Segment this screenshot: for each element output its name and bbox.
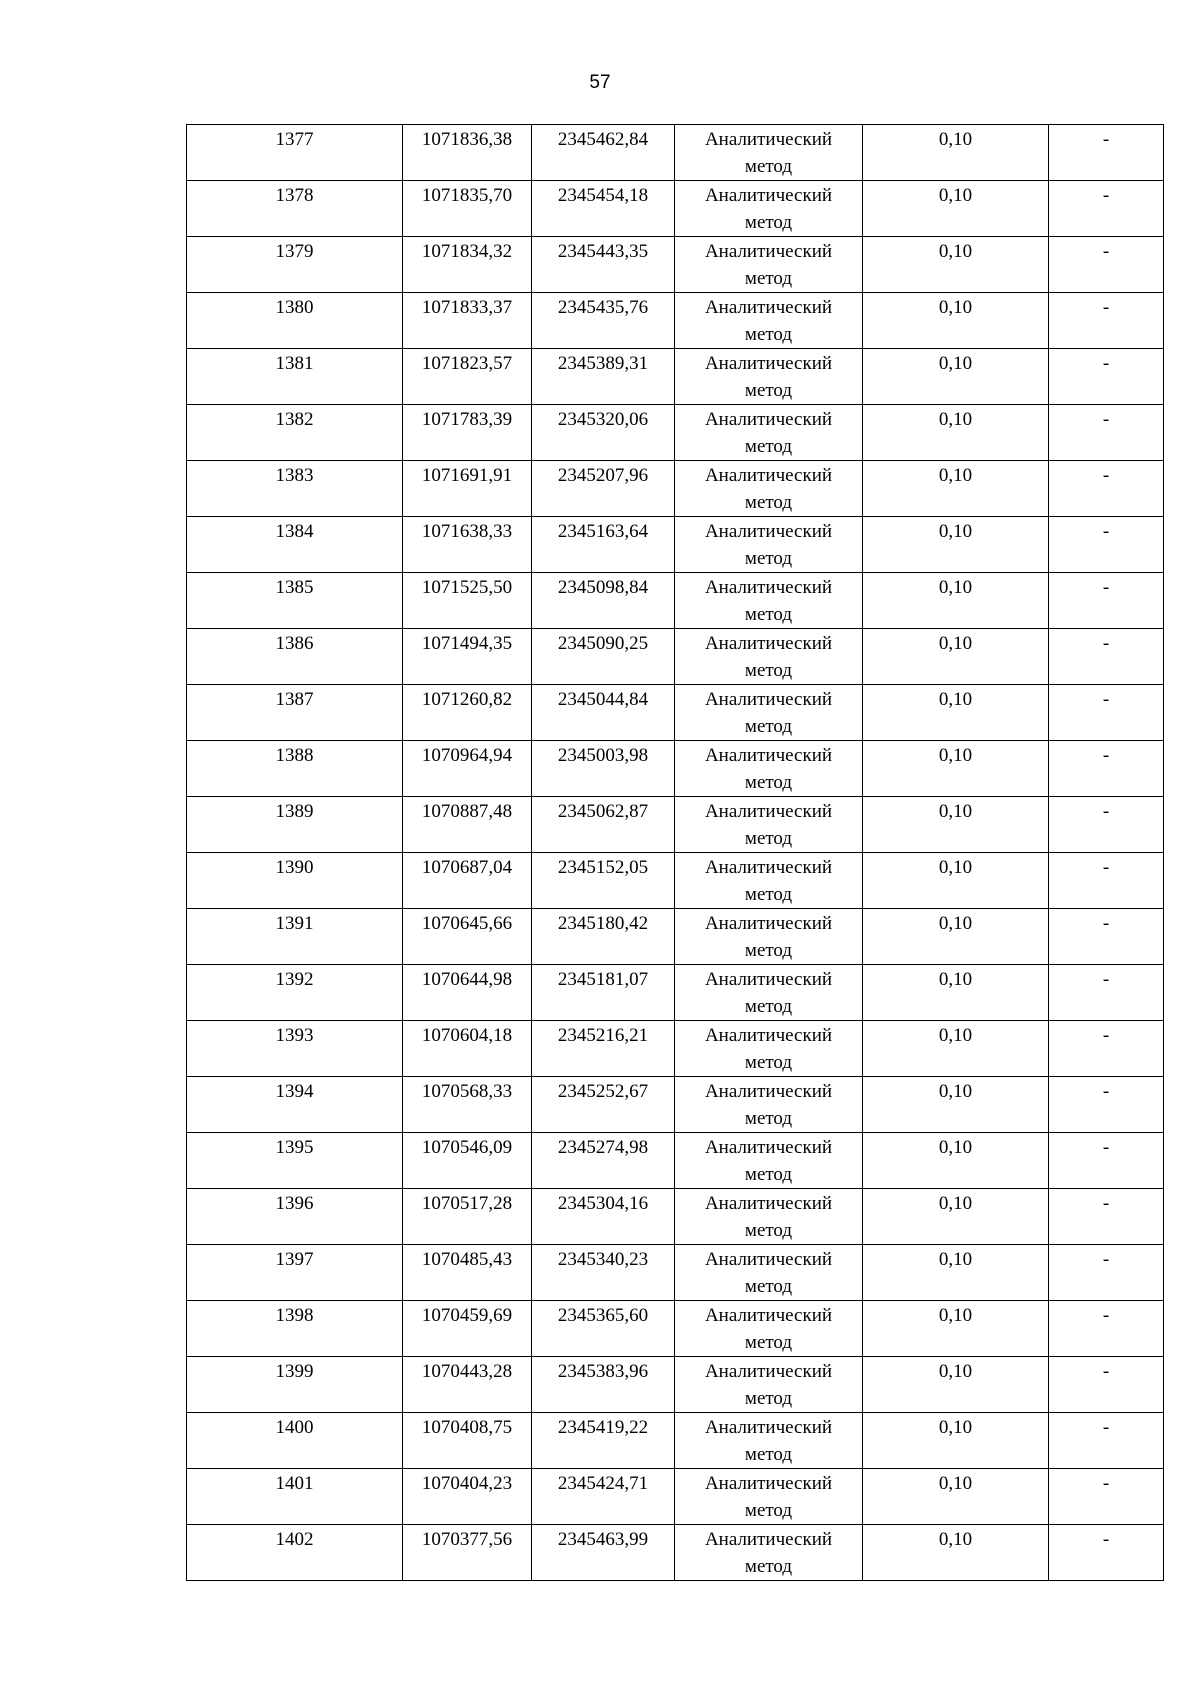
method-cell — [675, 1077, 863, 1133]
description-cell: - — [1049, 181, 1164, 237]
method-line-1: Аналитический — [704, 913, 833, 934]
table-row — [187, 1189, 1164, 1245]
y-coordinate-cell: 2345003,98 — [532, 741, 675, 797]
description-cell: - — [1049, 741, 1164, 797]
method-cell — [675, 853, 863, 909]
x-coordinate-cell: 1070517,28 — [403, 1189, 532, 1245]
accuracy-cell: 0,10 — [863, 853, 1049, 909]
point-number-cell: 1385 — [187, 573, 403, 629]
y-coordinate-cell: 2345365,60 — [532, 1301, 675, 1357]
method-line-2: метод — [744, 492, 793, 513]
method-line-2: метод — [744, 1444, 793, 1465]
method-cell — [675, 237, 863, 293]
description-cell: - — [1049, 1525, 1164, 1581]
description-cell: - — [1049, 1245, 1164, 1301]
accuracy-cell: 0,10 — [863, 517, 1049, 573]
accuracy-cell: 0,10 — [863, 1189, 1049, 1245]
accuracy-cell: 0,10 — [863, 349, 1049, 405]
y-coordinate-cell: 2345443,35 — [532, 237, 675, 293]
table-row — [187, 517, 1164, 573]
point-number-cell: 1386 — [187, 629, 403, 685]
table-row — [187, 965, 1164, 1021]
table-row — [187, 405, 1164, 461]
point-number-cell: 1392 — [187, 965, 403, 1021]
x-coordinate-cell: 1071494,35 — [403, 629, 532, 685]
x-coordinate-cell: 1070546,09 — [403, 1133, 532, 1189]
y-coordinate-cell: 2345320,06 — [532, 405, 675, 461]
accuracy-cell: 0,10 — [863, 237, 1049, 293]
point-number-cell: 1391 — [187, 909, 403, 965]
table-row — [187, 1357, 1164, 1413]
point-number-cell: 1381 — [187, 349, 403, 405]
y-coordinate-cell: 2345090,25 — [532, 629, 675, 685]
method-line-1: Аналитический — [704, 241, 833, 262]
table-row — [187, 237, 1164, 293]
accuracy-cell: 0,10 — [863, 1469, 1049, 1525]
description-cell: - — [1049, 461, 1164, 517]
method-cell — [675, 741, 863, 797]
description-cell: - — [1049, 685, 1164, 741]
method-line-2: метод — [744, 212, 793, 233]
point-number-cell: 1378 — [187, 181, 403, 237]
method-line-2: метод — [744, 996, 793, 1017]
table-row — [187, 909, 1164, 965]
method-line-2: метод — [744, 716, 793, 737]
method-line-1: Аналитический — [704, 1305, 833, 1326]
x-coordinate-cell: 1070964,94 — [403, 741, 532, 797]
method-line-1: Аналитический — [704, 521, 833, 542]
point-number-cell: 1388 — [187, 741, 403, 797]
accuracy-cell: 0,10 — [863, 965, 1049, 1021]
coordinates-table — [186, 124, 1164, 1581]
description-cell: - — [1049, 629, 1164, 685]
method-cell — [675, 1525, 863, 1581]
method-cell — [675, 1021, 863, 1077]
method-line-2: метод — [744, 1276, 793, 1297]
x-coordinate-cell: 1071836,38 — [403, 125, 532, 181]
accuracy-cell: 0,10 — [863, 685, 1049, 741]
x-coordinate-cell: 1070568,33 — [403, 1077, 532, 1133]
x-coordinate-cell: 1071260,82 — [403, 685, 532, 741]
table-row — [187, 181, 1164, 237]
method-cell — [675, 125, 863, 181]
method-line-2: метод — [744, 268, 793, 289]
description-cell: - — [1049, 1077, 1164, 1133]
point-number-cell: 1387 — [187, 685, 403, 741]
y-coordinate-cell: 2345435,76 — [532, 293, 675, 349]
method-cell — [675, 461, 863, 517]
method-cell — [675, 1413, 863, 1469]
method-line-2: метод — [744, 1332, 793, 1353]
point-number-cell: 1393 — [187, 1021, 403, 1077]
description-cell: - — [1049, 1021, 1164, 1077]
method-line-1: Аналитический — [704, 969, 833, 990]
accuracy-cell: 0,10 — [863, 909, 1049, 965]
table-row — [187, 1245, 1164, 1301]
method-line-1: Аналитический — [704, 801, 833, 822]
method-line-1: Аналитический — [704, 1529, 833, 1550]
point-number-cell: 1380 — [187, 293, 403, 349]
method-line-2: метод — [744, 772, 793, 793]
method-line-2: метод — [744, 1052, 793, 1073]
x-coordinate-cell: 1070408,75 — [403, 1413, 532, 1469]
method-line-2: метод — [744, 1388, 793, 1409]
y-coordinate-cell: 2345062,87 — [532, 797, 675, 853]
point-number-cell: 1383 — [187, 461, 403, 517]
method-cell — [675, 293, 863, 349]
table-row — [187, 629, 1164, 685]
accuracy-cell: 0,10 — [863, 1245, 1049, 1301]
table-body — [187, 125, 1164, 1581]
description-cell: - — [1049, 1301, 1164, 1357]
table-row — [187, 1133, 1164, 1189]
method-line-2: метод — [744, 660, 793, 681]
accuracy-cell: 0,10 — [863, 1525, 1049, 1581]
method-line-1: Аналитический — [704, 129, 833, 150]
point-number-cell: 1377 — [187, 125, 403, 181]
method-line-1: Аналитический — [704, 409, 833, 430]
method-line-1: Аналитический — [704, 1081, 833, 1102]
table-row — [187, 685, 1164, 741]
method-line-1: Аналитический — [704, 1361, 833, 1382]
method-line-1: Аналитический — [704, 633, 833, 654]
x-coordinate-cell: 1070459,69 — [403, 1301, 532, 1357]
table-row — [187, 853, 1164, 909]
method-line-1: Аналитический — [704, 297, 833, 318]
description-cell: - — [1049, 965, 1164, 1021]
method-cell — [675, 629, 863, 685]
x-coordinate-cell: 1071834,32 — [403, 237, 532, 293]
y-coordinate-cell: 2345163,64 — [532, 517, 675, 573]
y-coordinate-cell: 2345462,84 — [532, 125, 675, 181]
table-row — [187, 1469, 1164, 1525]
accuracy-cell: 0,10 — [863, 629, 1049, 685]
y-coordinate-cell: 2345180,42 — [532, 909, 675, 965]
y-coordinate-cell: 2345424,71 — [532, 1469, 675, 1525]
point-number-cell: 1384 — [187, 517, 403, 573]
description-cell: - — [1049, 909, 1164, 965]
table-row — [187, 349, 1164, 405]
accuracy-cell: 0,10 — [863, 293, 1049, 349]
page-number: 57 — [589, 72, 611, 93]
x-coordinate-cell: 1070687,04 — [403, 853, 532, 909]
accuracy-cell: 0,10 — [863, 1077, 1049, 1133]
x-coordinate-cell: 1070485,43 — [403, 1245, 532, 1301]
method-cell — [675, 685, 863, 741]
method-line-2: метод — [744, 940, 793, 961]
description-cell: - — [1049, 1189, 1164, 1245]
method-cell — [675, 797, 863, 853]
x-coordinate-cell: 1070645,66 — [403, 909, 532, 965]
y-coordinate-cell: 2345389,31 — [532, 349, 675, 405]
method-cell — [675, 405, 863, 461]
method-line-1: Аналитический — [704, 1193, 833, 1214]
method-line-1: Аналитический — [704, 1025, 833, 1046]
point-number-cell: 1396 — [187, 1189, 403, 1245]
accuracy-cell: 0,10 — [863, 1357, 1049, 1413]
point-number-cell: 1382 — [187, 405, 403, 461]
description-cell: - — [1049, 125, 1164, 181]
point-number-cell: 1390 — [187, 853, 403, 909]
y-coordinate-cell: 2345152,05 — [532, 853, 675, 909]
method-line-1: Аналитический — [704, 1137, 833, 1158]
table-row — [187, 1301, 1164, 1357]
method-line-2: метод — [744, 604, 793, 625]
x-coordinate-cell: 1071823,57 — [403, 349, 532, 405]
method-line-2: метод — [744, 1220, 793, 1241]
method-cell — [675, 1301, 863, 1357]
accuracy-cell: 0,10 — [863, 741, 1049, 797]
description-cell: - — [1049, 853, 1164, 909]
method-line-2: метод — [744, 1500, 793, 1521]
point-number-cell: 1399 — [187, 1357, 403, 1413]
method-cell — [675, 573, 863, 629]
table-row — [187, 797, 1164, 853]
method-line-2: метод — [744, 548, 793, 569]
x-coordinate-cell: 1070604,18 — [403, 1021, 532, 1077]
accuracy-cell: 0,10 — [863, 1021, 1049, 1077]
x-coordinate-cell: 1071638,33 — [403, 517, 532, 573]
x-coordinate-cell: 1071691,91 — [403, 461, 532, 517]
method-line-2: метод — [744, 324, 793, 345]
table-row — [187, 573, 1164, 629]
table-row — [187, 125, 1164, 181]
method-cell — [675, 1133, 863, 1189]
method-line-1: Аналитический — [704, 745, 833, 766]
method-line-1: Аналитический — [704, 1249, 833, 1270]
x-coordinate-cell: 1070887,48 — [403, 797, 532, 853]
method-line-2: метод — [744, 156, 793, 177]
method-line-2: метод — [744, 380, 793, 401]
method-line-1: Аналитический — [704, 689, 833, 710]
description-cell: - — [1049, 349, 1164, 405]
accuracy-cell: 0,10 — [863, 405, 1049, 461]
method-line-1: Аналитический — [704, 577, 833, 598]
y-coordinate-cell: 2345207,96 — [532, 461, 675, 517]
x-coordinate-cell: 1071783,39 — [403, 405, 532, 461]
method-cell — [675, 1189, 863, 1245]
method-cell — [675, 181, 863, 237]
method-cell — [675, 1357, 863, 1413]
accuracy-cell: 0,10 — [863, 1133, 1049, 1189]
table-row — [187, 293, 1164, 349]
table-row — [187, 1077, 1164, 1133]
accuracy-cell: 0,10 — [863, 573, 1049, 629]
table-row — [187, 1525, 1164, 1581]
table-row — [187, 1413, 1164, 1469]
method-cell — [675, 349, 863, 405]
accuracy-cell: 0,10 — [863, 125, 1049, 181]
method-cell — [675, 1469, 863, 1525]
accuracy-cell: 0,10 — [863, 1301, 1049, 1357]
x-coordinate-cell: 1071835,70 — [403, 181, 532, 237]
method-cell — [675, 965, 863, 1021]
method-line-1: Аналитический — [704, 857, 833, 878]
method-line-2: метод — [744, 1108, 793, 1129]
table-row — [187, 1021, 1164, 1077]
point-number-cell: 1402 — [187, 1525, 403, 1581]
accuracy-cell: 0,10 — [863, 797, 1049, 853]
description-cell: - — [1049, 517, 1164, 573]
y-coordinate-cell: 2345463,99 — [532, 1525, 675, 1581]
x-coordinate-cell: 1070404,23 — [403, 1469, 532, 1525]
point-number-cell: 1395 — [187, 1133, 403, 1189]
y-coordinate-cell: 2345044,84 — [532, 685, 675, 741]
method-line-1: Аналитический — [704, 185, 833, 206]
point-number-cell: 1401 — [187, 1469, 403, 1525]
y-coordinate-cell: 2345419,22 — [532, 1413, 675, 1469]
y-coordinate-cell: 2345098,84 — [532, 573, 675, 629]
point-number-cell: 1397 — [187, 1245, 403, 1301]
accuracy-cell: 0,10 — [863, 461, 1049, 517]
description-cell: - — [1049, 293, 1164, 349]
y-coordinate-cell: 2345252,67 — [532, 1077, 675, 1133]
y-coordinate-cell: 2345383,96 — [532, 1357, 675, 1413]
table-row — [187, 461, 1164, 517]
y-coordinate-cell: 2345340,23 — [532, 1245, 675, 1301]
method-line-2: метод — [744, 1556, 793, 1577]
table-row — [187, 741, 1164, 797]
description-cell: - — [1049, 1413, 1164, 1469]
method-line-1: Аналитический — [704, 353, 833, 374]
x-coordinate-cell: 1070377,56 — [403, 1525, 532, 1581]
point-number-cell: 1389 — [187, 797, 403, 853]
y-coordinate-cell: 2345216,21 — [532, 1021, 675, 1077]
method-line-1: Аналитический — [704, 1473, 833, 1494]
y-coordinate-cell: 2345181,07 — [532, 965, 675, 1021]
method-line-1: Аналитический — [704, 1417, 833, 1438]
description-cell: - — [1049, 1469, 1164, 1525]
description-cell: - — [1049, 573, 1164, 629]
method-cell — [675, 909, 863, 965]
point-number-cell: 1394 — [187, 1077, 403, 1133]
method-line-2: метод — [744, 1164, 793, 1185]
method-line-2: метод — [744, 828, 793, 849]
point-number-cell: 1400 — [187, 1413, 403, 1469]
description-cell: - — [1049, 237, 1164, 293]
x-coordinate-cell: 1070443,28 — [403, 1357, 532, 1413]
accuracy-cell: 0,10 — [863, 1413, 1049, 1469]
description-cell: - — [1049, 1357, 1164, 1413]
point-number-cell: 1379 — [187, 237, 403, 293]
accuracy-cell: 0,10 — [863, 181, 1049, 237]
point-number-cell: 1398 — [187, 1301, 403, 1357]
x-coordinate-cell: 1070644,98 — [403, 965, 532, 1021]
method-line-1: Аналитический — [704, 465, 833, 486]
y-coordinate-cell: 2345304,16 — [532, 1189, 675, 1245]
method-cell — [675, 1245, 863, 1301]
description-cell: - — [1049, 1133, 1164, 1189]
description-cell: - — [1049, 797, 1164, 853]
y-coordinate-cell: 2345454,18 — [532, 181, 675, 237]
y-coordinate-cell: 2345274,98 — [532, 1133, 675, 1189]
x-coordinate-cell: 1071833,37 — [403, 293, 532, 349]
description-cell: - — [1049, 405, 1164, 461]
method-line-2: метод — [744, 436, 793, 457]
x-coordinate-cell: 1071525,50 — [403, 573, 532, 629]
method-cell — [675, 517, 863, 573]
method-line-2: метод — [744, 884, 793, 905]
